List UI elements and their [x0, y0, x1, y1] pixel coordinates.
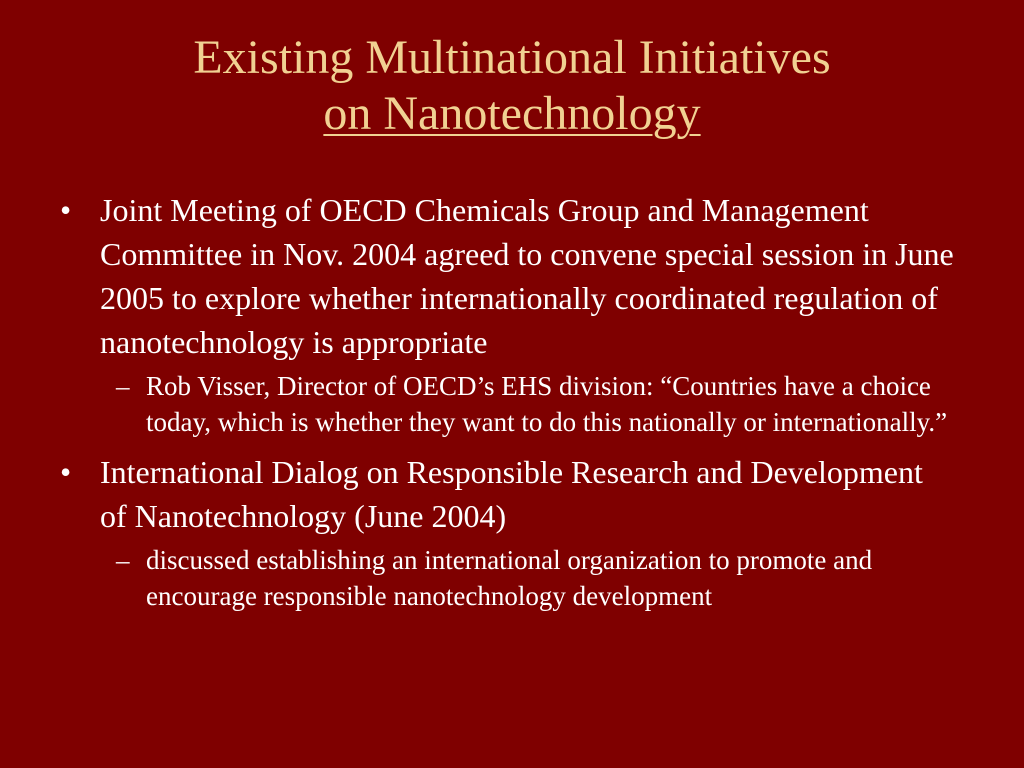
title-line-1: Existing Multinational Initiatives [193, 31, 831, 84]
sub-bullet-item-1 [56, 368, 956, 440]
slide-body [56, 188, 956, 614]
bullet-item-1 [56, 188, 956, 364]
sub-bullet-text: Rob Visser, Director of OECD’s EHS division: “Countries have a choice today, which is whether they want to do this nationally or internationally.” [146, 371, 948, 437]
sub-bullet-item-2 [56, 542, 956, 614]
title-line-2: on Nanotechnology [323, 87, 701, 140]
bullet-text: Joint Meeting of OECD Chemicals Group and Management Committee in Nov. 2004 agreed to convene special session in June 2005 to explore whether internationally coordinated regulation of nanotechnology is appropriate [100, 192, 954, 360]
bullet-text: International Dialog on Responsible Research and Development of Nanotechnology (June 2004) [100, 454, 923, 534]
bullet-marker: • [60, 454, 72, 490]
sub-bullet-text: discussed establishing an international organization to promote and encourage responsible nanotechnology development [146, 545, 873, 611]
slide-title [0, 30, 1024, 142]
bullet-marker: • [60, 192, 72, 228]
bullet-item-2 [56, 450, 956, 538]
sub-bullet-marker: – [116, 371, 130, 401]
sub-bullet-marker: – [116, 545, 130, 575]
